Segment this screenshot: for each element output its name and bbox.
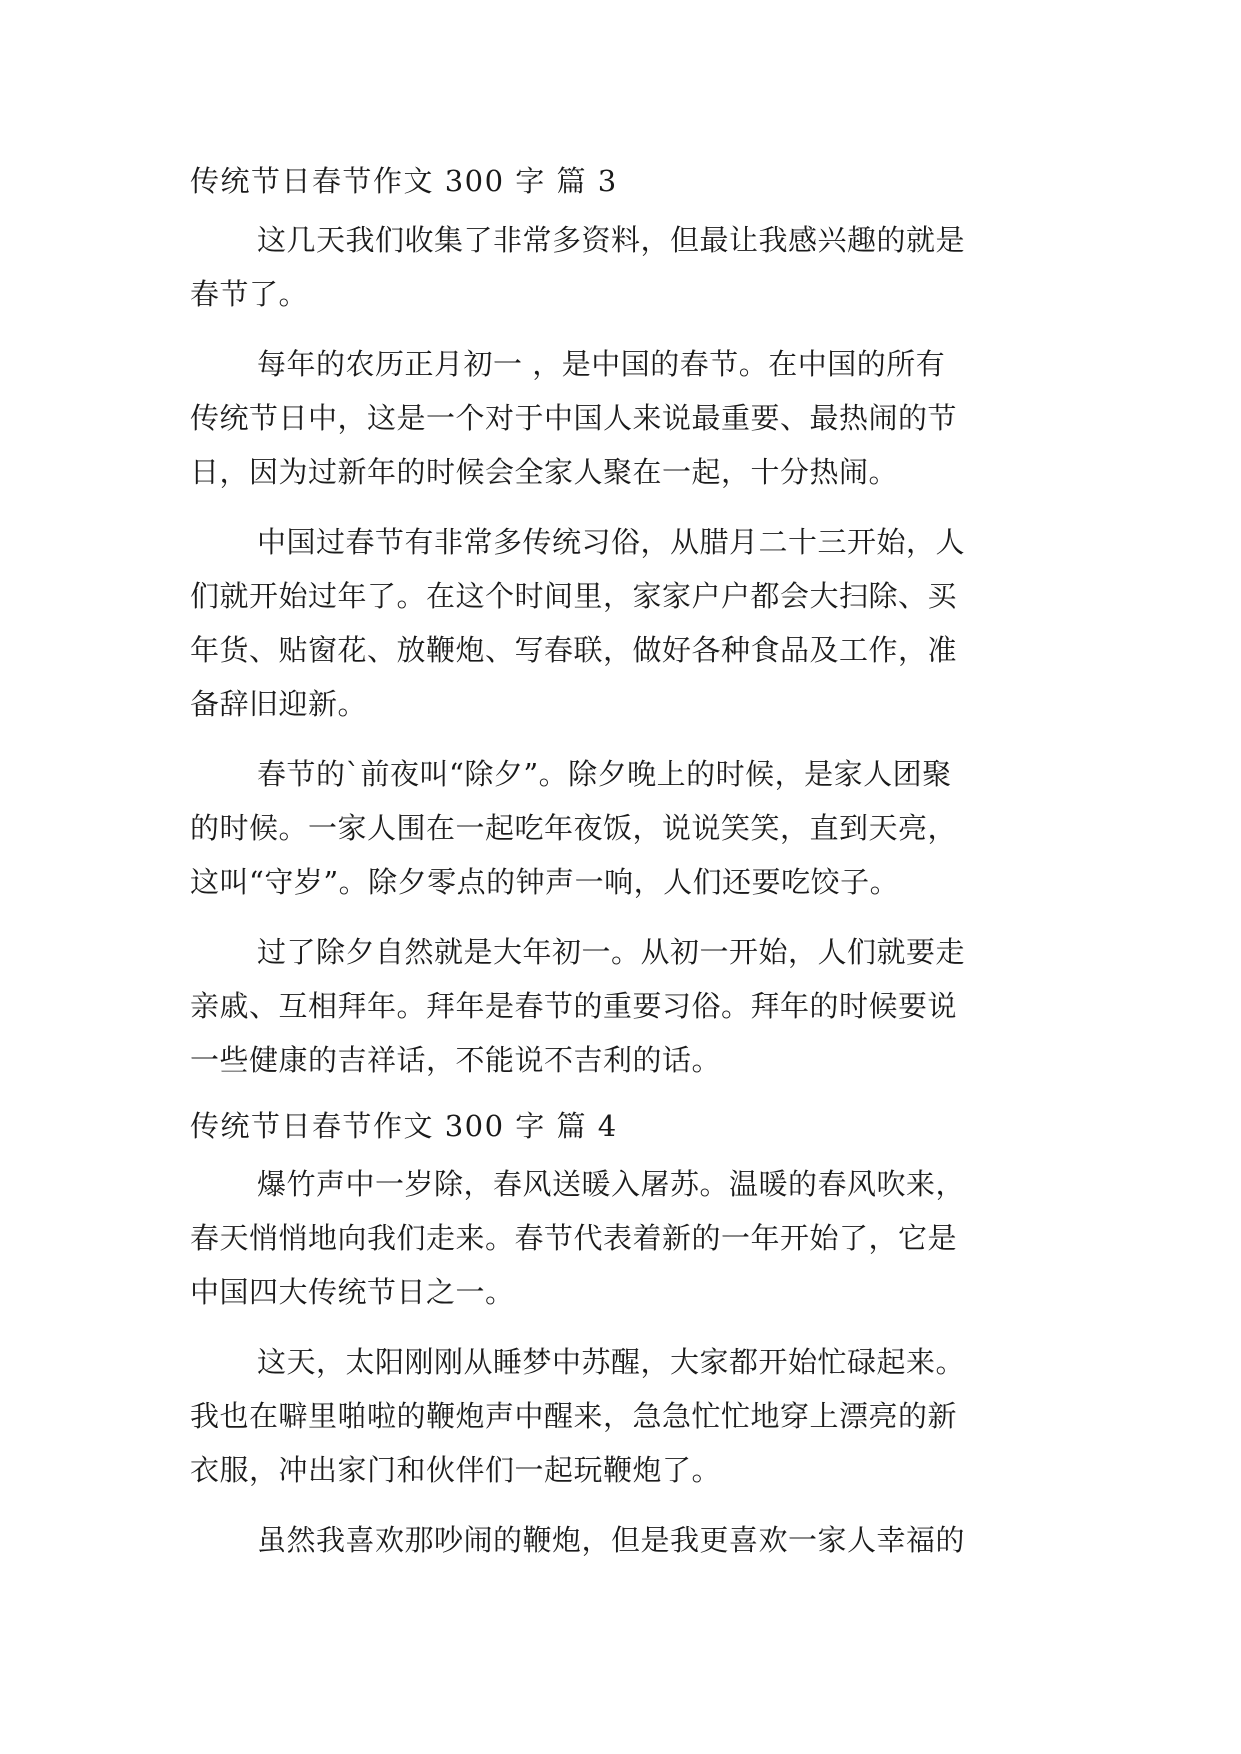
paragraph-line: 中国四大传统节日之一。: [190, 1275, 515, 1309]
paragraph-line: 传统节日中，这是一个对于中国人来说最重要、最热闹的节: [190, 401, 958, 435]
section-heading: 传统节日春节作文 300 字 篇 3: [190, 164, 618, 198]
paragraph-line: 这几天我们收集了非常多资料，但最让我感兴趣的就是: [257, 223, 966, 257]
section-heading: 传统节日春节作文 300 字 篇 4: [190, 1109, 618, 1143]
paragraph-line: 衣服，冲出家门和伙伴们一起玩鞭炮了。: [190, 1453, 722, 1487]
paragraph-line: 春天悄悄地向我们走来。春节代表着新的一年开始了，它是: [190, 1221, 958, 1255]
paragraph-line: 我也在噼里啪啦的鞭炮声中醒来，急急忙忙地穿上漂亮的新: [190, 1399, 958, 1433]
paragraph-line: 春节了。: [190, 277, 309, 311]
paragraph-line: 一些健康的吉祥话，不能说不吉利的话。: [190, 1043, 722, 1077]
paragraph-line: 过了除夕自然就是大年初一。从初一开始，人们就要走: [257, 935, 966, 969]
paragraph-line: 的时候。一家人围在一起吃年夜饭，说说笑笑，直到天亮，: [190, 811, 958, 845]
paragraph-line: 春节的`前夜叫“除夕”。除夕晚上的时候，是家人团聚: [257, 757, 952, 791]
paragraph-line: 这天，太阳刚刚从睡梦中苏醒，大家都开始忙碌起来。: [257, 1345, 966, 1379]
paragraph-line: 中国过春节有非常多传统习俗，从腊月二十三开始，人: [257, 525, 966, 559]
paragraph-line: 这叫“守岁”。除夕零点的钟声一响，人们还要吃饺子。: [190, 865, 900, 899]
paragraph-line: 们就开始过年了。在这个时间里，家家户户都会大扫除、买: [190, 579, 958, 613]
paragraph-line: 爆竹声中一岁除，春风送暖入屠苏。温暖的春风吹来，: [257, 1167, 966, 1201]
paragraph-line: 日，因为过新年的时候会全家人聚在一起，十分热闹。: [190, 455, 899, 489]
paragraph-line: 虽然我喜欢那吵闹的鞭炮，但是我更喜欢一家人幸福的: [257, 1523, 966, 1557]
paragraph-line: 亲戚、互相拜年。拜年是春节的重要习俗。拜年的时候要说: [190, 989, 958, 1023]
paragraph-line: 每年的农历正月初一 ，是中国的春节。在中国的所有: [257, 347, 946, 381]
paragraph-line: 年货、贴窗花、放鞭炮、写春联，做好各种食品及工作，准: [190, 633, 958, 667]
paragraph-line: 备辞旧迎新。: [190, 687, 368, 721]
